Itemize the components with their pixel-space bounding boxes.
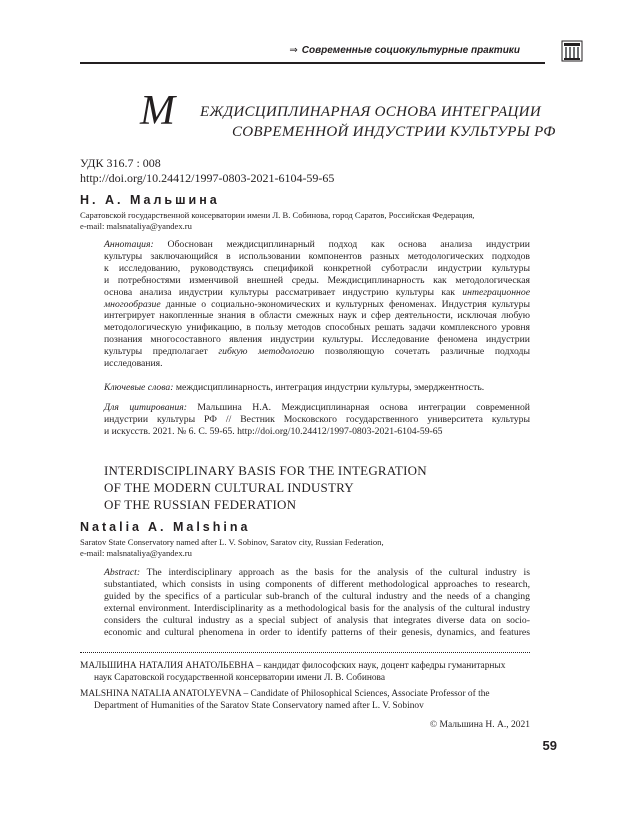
abstract-ru-line: данные о социально-экономических и культурных феноменах. Индустрия культуры xyxy=(165,298,530,310)
running-header xyxy=(80,43,550,69)
author-email-ru[interactable]: e-mail: malsnataliya@yandex.ru xyxy=(80,221,192,231)
abstract-en-line: external environment. Interdisciplinarity as a methodological basis for the analysis of the cultural industry xyxy=(104,602,530,614)
abstract-ru-line: позволяющую сочетать различные подходы xyxy=(314,346,530,358)
title-line-2: СОВРЕМЕННОЙ ИНДУСТРИИ КУЛЬТУРЫ РФ xyxy=(232,124,556,140)
abstract-en-line: considers the cultural industry as a special subject of analysis that integrates diverse data on socio- xyxy=(104,614,530,626)
keywords-ru-label: Ключевые слова: xyxy=(104,382,174,393)
footnote-en-line: MALSHINA NATALIA ANATOLYEVNA – Candidate of Philosophical Sciences, Associate Professor of the xyxy=(80,689,490,699)
page-number: 59 xyxy=(542,738,557,753)
title-line-1: ЕЖДИСЦИПЛИНАРНАЯ ОСНОВА ИНТЕГРАЦИИ xyxy=(200,104,541,120)
abstract-ru-line: методологическую унификацию, в пользу методов способных решать задачи комплексного уровня xyxy=(104,322,530,334)
article-title-en xyxy=(104,462,427,513)
keywords-ru-text: междисциплинарность, интеграция индустрии культуры, эмерджентность. xyxy=(173,382,485,393)
abstract-en-line: guided by the specifics of a particular sub-branch of the cultural industry and the needs of a changing xyxy=(104,590,530,602)
keywords-ru xyxy=(104,382,530,394)
arrow-icon: ⇒ xyxy=(289,45,298,56)
abstract-ru-line: к исследованию, руководствуясь спецификой конкретной суботрасли индустрии культуры xyxy=(104,262,530,274)
header-rule xyxy=(80,62,545,64)
citation-ru-label: Для цитирования: xyxy=(104,402,187,413)
abstract-ru-line: культуры заключающийся в использовании компонентов разных методологических подходов xyxy=(104,250,530,262)
abstract-ru-line: интегрирует накопленные знания в области смежных наук и сфер деятельности, исключая любую xyxy=(104,310,530,322)
section-title xyxy=(289,45,520,56)
footnote-ru-line: МАЛЬШИНА НАТАЛИЯ АНАТОЛЬЕВНА – кандидат философских наук, доцент кафедры гуманитарных xyxy=(80,661,506,671)
footnote-en-line: Department of Humanities of the Saratov State Conservatory named after L. V. Sobinov xyxy=(94,701,424,711)
abstract-ru-line: Обоснован междисциплинарный подход как основа анализа индустрии xyxy=(153,239,530,250)
author-name-ru: Н. А. Мальшина xyxy=(80,193,220,207)
journal-logo-icon xyxy=(561,40,583,62)
section-label: Современные социокультурные практики xyxy=(301,45,520,56)
abstract-ru-line: познания многосоставного явления индустрии культуры. Исследование феномена индустрии xyxy=(104,334,530,346)
abstract-en-line: The interdisciplinary approach as the basis for the analysis of the cultural industry is xyxy=(140,567,530,578)
abstract-ru-line: и потребностями изменчивой внешней среды. Междисциплинарность как методологическая xyxy=(104,274,530,286)
abstract-ru-emphasis: гибкую методологию xyxy=(218,346,315,358)
doi-link[interactable]: http://doi.org/10.24412/1997-0803-2021-6104-59-65 xyxy=(80,171,335,185)
citation-ru-line: и искусств. 2021. № 6. С. 59-65. http://doi.org/10.24412/1997-0803-2021-6104-59-65 xyxy=(104,425,443,437)
footnote-ru xyxy=(80,660,532,684)
abstract-ru-line: основа анализа индустрии культуры рассматривает индустрию культуры как xyxy=(104,286,463,298)
citation-ru-line: индустрии культуры РФ // Вестник Московского государственного университета культуры xyxy=(104,413,530,425)
footnote-separator xyxy=(80,652,530,653)
footnote-ru-line: наук Саратовской государственной консерватории имени Л. В. Собинова xyxy=(94,673,386,683)
abstract-ru-emphasis: интеграционное xyxy=(462,286,530,298)
title-en-line: OF THE MODERN CULTURAL INDUSTRY xyxy=(104,480,354,495)
author-affiliation-ru: Саратовской государственной консерватории имени Л. В. Собинова, город Саратов, Российская Федерация, xyxy=(80,210,475,220)
udk-code: УДК 316.7 : 008 xyxy=(80,156,161,170)
abstract-ru-line: исследования. xyxy=(104,358,163,370)
author-affiliation-en: Saratov State Conservatory named after L. V. Sobinov, Saratov city, Russian Federation, xyxy=(80,537,384,547)
author-email-en[interactable]: e-mail: malsnataliya@yandex.ru xyxy=(80,548,192,558)
abstract-ru-label: Аннотация: xyxy=(104,239,154,250)
citation-ru xyxy=(104,402,530,438)
title-drop-cap: М xyxy=(140,88,175,134)
citation-ru-line: Мальшина Н.А. Междисциплинарная основа интеграции современной xyxy=(186,402,530,413)
author-name-en: Natalia A. Malshina xyxy=(80,520,251,534)
title-en-line: OF THE RUSSIAN FEDERATION xyxy=(104,497,297,512)
abstract-ru xyxy=(104,239,530,370)
footnote-en xyxy=(80,688,532,712)
abstract-en-label: Abstract: xyxy=(104,567,141,578)
abstract-ru-line: культуры предполагает xyxy=(104,346,219,358)
abstract-ru-emphasis: многообразие xyxy=(104,298,161,310)
abstract-en-line: substantiated, which consists in using components of different methodological approaches to research, xyxy=(104,578,530,590)
abstract-en xyxy=(104,567,530,638)
title-en-line: INTERDISCIPLINARY BASIS FOR THE INTEGRATION xyxy=(104,463,427,478)
copyright-notice: © Мальшина Н. А., 2021 xyxy=(429,720,530,730)
abstract-en-line: economic and cultural phenomena in order to identify patterns of their genesis, dynamics, and features xyxy=(104,626,530,638)
